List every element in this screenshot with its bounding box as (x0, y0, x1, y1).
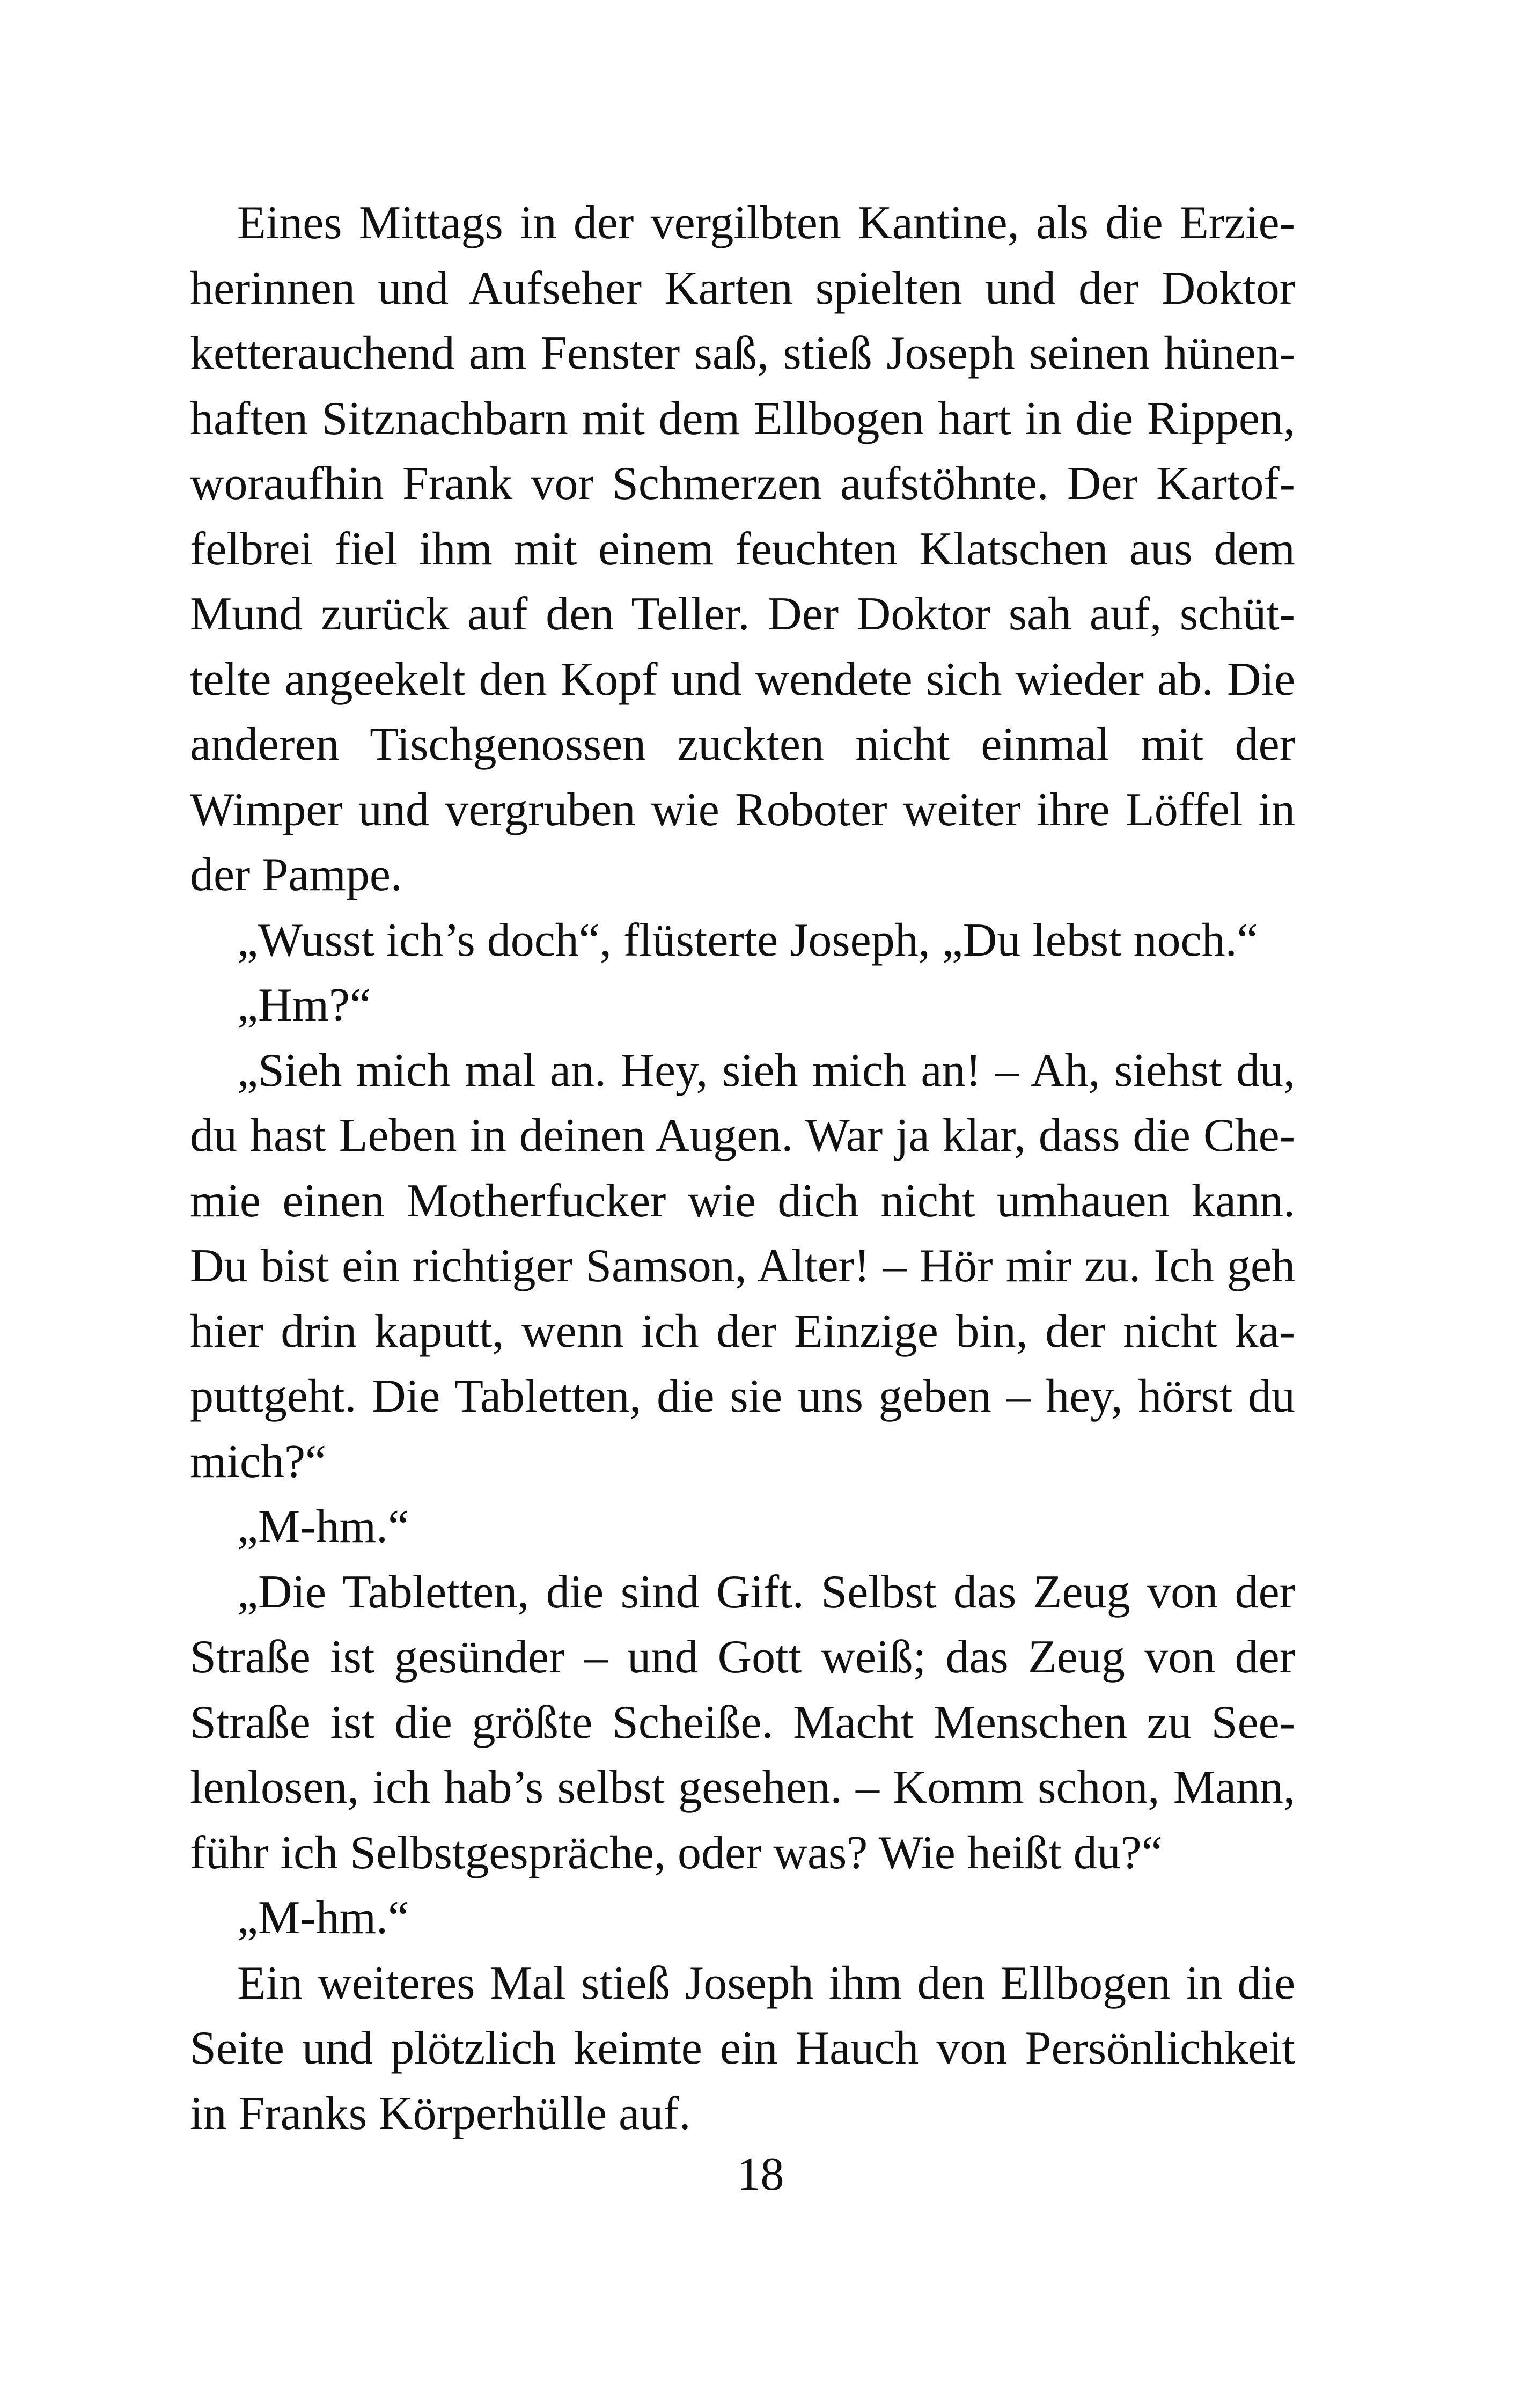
text-line: mich?“ (190, 1435, 327, 1488)
text-line: Straße ist die größte Scheiße. Macht Menschen zu See- (190, 1696, 1295, 1749)
text-line: Wimper und vergruben wie Roboter weiter ihre Löffel in (190, 783, 1295, 836)
text-line: anderen Tischgenossen zuckten nicht einmal mit der (190, 718, 1295, 770)
text-line: der Pampe. (190, 849, 402, 901)
text-line: Du bist ein richtiger Samson, Alter! – Hör mir zu. Ich geh (190, 1240, 1295, 1292)
text-line: „M-hm.“ (237, 1892, 409, 1944)
text-line: ketterauchend am Fenster saß, stieß Joseph seinen hünen- (190, 327, 1295, 379)
text-line: „Hm?“ (237, 979, 371, 1031)
text-line: führ ich Selbstgespräche, oder was? Wie heißt du?“ (190, 1826, 1163, 1879)
page-number: 18 (737, 2148, 784, 2200)
text-line: woraufhin Frank vor Schmerzen aufstöhnte. Der Kartof- (190, 458, 1295, 510)
text-line: lenlosen, ich hab’s selbst gesehen. – Komm schon, Mann, (190, 1761, 1295, 1814)
text-line: mie einen Motherfucker wie dich nicht umhauen kann. (190, 1174, 1295, 1227)
text-line: in Franks Körperhülle auf. (190, 2087, 691, 2140)
text-line: hier drin kaputt, wenn ich der Einzige bin, der nicht ka- (190, 1305, 1295, 1357)
text-line: „Die Tabletten, die sind Gift. Selbst das Zeug von der (237, 1566, 1295, 1618)
text-line: felbrei fiel ihm mit einem feuchten Klatschen aus dem (190, 523, 1295, 575)
text-line: haften Sitznachbarn mit dem Ellbogen hart in die Rippen, (190, 392, 1295, 445)
text-line: puttgeht. Die Tabletten, die sie uns geben – hey, hörst du (190, 1370, 1295, 1422)
text-line: Mund zurück auf den Teller. Der Doktor sah auf, schüt- (190, 588, 1295, 640)
body-text (190, 190, 1295, 2146)
text-line: telte angeekelt den Kopf und wendete sich wieder ab. Die (190, 653, 1295, 706)
text-line: „M-hm.“ (237, 1501, 409, 1553)
text-line: Straße ist gesünder – und Gott weiß; das Zeug von der (190, 1631, 1295, 1683)
text-line: herinnen und Aufseher Karten spielten und der Doktor (190, 262, 1295, 314)
text-line: „Sieh mich mal an. Hey, sieh mich an! – Ah, siehst du, (237, 1044, 1295, 1097)
text-line: Eines Mittags in der vergilbten Kantine, als die Erzie- (237, 197, 1295, 249)
text-line: „Wusst ich’s doch“, flüsterte Joseph, „Du lebst noch.“ (237, 914, 1258, 966)
text-line: du hast Leben in deinen Augen. War ja klar, dass die Che- (190, 1110, 1295, 1162)
text-line: Ein weiteres Mal stieß Joseph ihm den Ellbogen in die (237, 1957, 1295, 2009)
text-line: Seite und plötzlich keimte ein Hauch von Persönlichkeit (190, 2022, 1295, 2074)
